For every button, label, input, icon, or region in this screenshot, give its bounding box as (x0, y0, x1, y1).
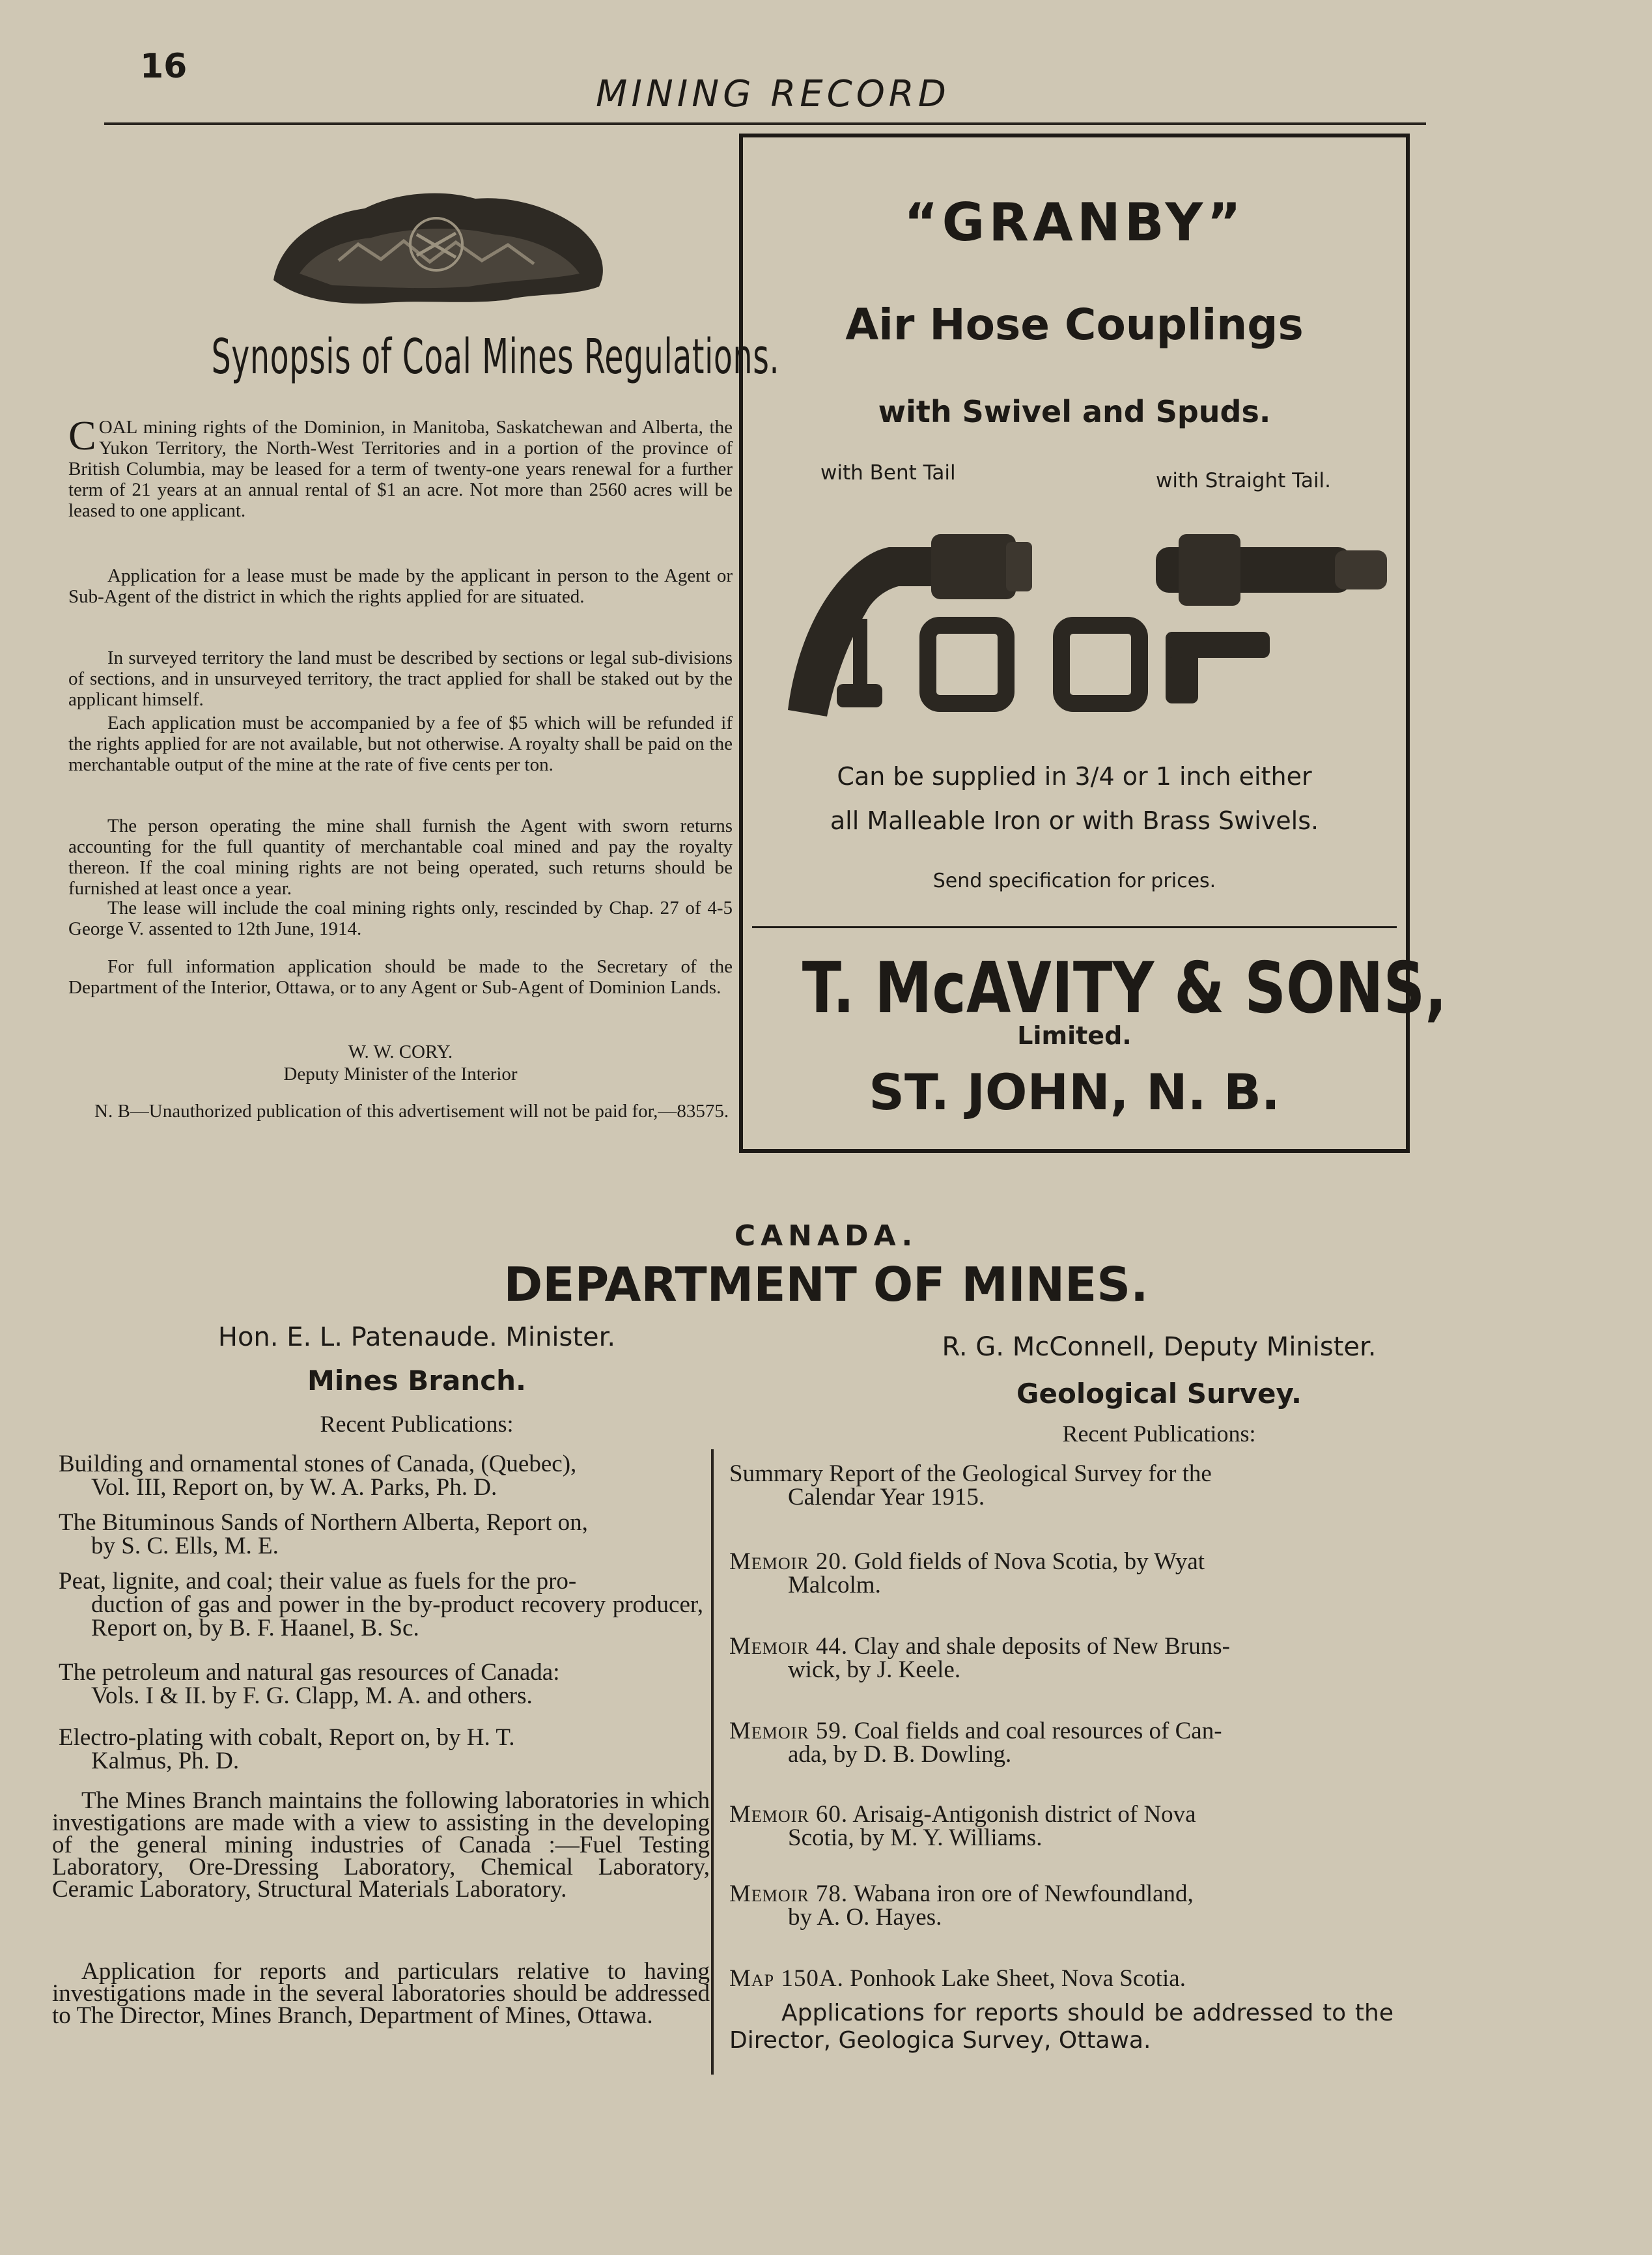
coal-paragraph-4: Each application must be accompanied by a fee of $5 which will be refunded if the rights applied for are not available, but not otherwise. A royalty shall be paid on the merchantable output of the mine at the rate of five cents per ton. (68, 713, 733, 775)
mines-application-paragraph: Application for reports and particulars relative to having investigations made in the several laboratories should be addressed to The Director, Mines Branch, Department of Mines, Ottawa. (52, 1958, 710, 2029)
coal-paragraph-6: The lease will include the coal mining rights only, rescinded by Chap. 27 of 4-5 George V. assented to 12th June, 1914. (68, 898, 733, 939)
advert-company-name: T. McAVITY & SONS, (802, 948, 1447, 1029)
coal-paragraph-3: In surveyed territory the land must be described by sections or legal sub-divisions of sections, and in unsurveyed territory, the tract applied for shall be staked out by the applicant himself. (68, 647, 733, 710)
coal-emblem-icon (260, 182, 612, 306)
mines-publication-4: The petroleum and natural gas resources of Canada: Vols. I & II. by F. G. Clapp, M. A. and others. (59, 1659, 560, 1709)
dept-country: CANADA. (734, 1219, 918, 1253)
geo-application-paragraph: Applications for reports should be addressed to the Director, Geologica Survey, Ottawa. (729, 2000, 1393, 2054)
dept-minister: Hon. E. L. Patenaude. Minister. (217, 1322, 616, 1352)
mines-laboratories-paragraph: The Mines Branch maintains the following laboratories in which investigations are made with a view to assisting in the developing of the general mining industries of Canada :—Fuel Testing Laboratory, Ore-Dressing Laboratory, Chemical Laboratory, Ceramic Laboratory, Structural Materials Laboratory. (52, 1787, 710, 1903)
advert-divider (752, 926, 1397, 928)
mines-branch-title: Mines Branch. (307, 1365, 526, 1397)
running-head: MINING RECORD (596, 73, 950, 115)
header-rule (104, 122, 1426, 125)
advert-city: ST. JOHN, N. B. (869, 1063, 1280, 1121)
coal-paragraph-7: For full information application should be made to the Secretary of the Department of the Interior, Ottawa, or to any Agent or Sub-Agent of Dominion Lands. (68, 956, 733, 998)
geo-recent-publications-heading: Recent Publications: (1062, 1421, 1256, 1447)
coal-notice-title: Synopsis of Coal Mines Regulations. (211, 329, 780, 385)
dept-deputy-minister: R. G. McConnell, Deputy Minister. (942, 1332, 1377, 1362)
advert-limited: Limited. (1017, 1021, 1132, 1050)
advert-send-specification: Send specification for prices. (932, 870, 1216, 892)
coal-signature (68, 1041, 733, 1085)
advert-brand: “GRANBY” (904, 192, 1245, 253)
mines-publication-1: Building and ornamental stones of Canada, (Quebec), Vol. III, Report on, by W. A. Parks, Ph. D. (59, 1451, 577, 1501)
signature-title: Deputy Minister of the Interior (283, 1064, 518, 1085)
advert-label-bent-tail: with Bent Tail (820, 461, 956, 485)
column-divider (711, 1449, 714, 2075)
advert-subtitle: with Swivel and Spuds. (878, 394, 1271, 429)
advert-label-straight-tail: with Straight Tail. (1156, 469, 1332, 492)
coal-paragraph-1: COAL mining rights of the Dominion, in Manitoba, Saskatchewan and Alberta, the Yukon Territory, the North-West Territories and in a portion of the province of British Columbia, may be leased for a term of twenty-one years renewal for a further term of 21 years at an annual rental of $1 an acre. Not more than 2560 acres will be leased to one applicant. (68, 412, 733, 521)
mines-publication-3: Peat, lignite, and coal; their value as fuels for the pro- duction of gas and power in the by-product recovery producer, Report on, by B. F. Haanel, B. Sc. (59, 1568, 703, 1641)
geo-publication-1: Summary Report of the Geological Survey for the Calendar Year 1915. (729, 1460, 1212, 1510)
drop-cap: C (68, 412, 96, 459)
geo-publication-5: Memoir 60. Arisaig-Antigonish district of Nova Scotia, by M. Y. Williams. (729, 1801, 1196, 1851)
geo-publication-7: Map 150A. Ponhook Lake Sheet, Nova Scotia. (729, 1965, 1186, 1992)
geo-publication-6: Memoir 78. Wabana iron ore of Newfoundland, by A. O. Hayes. (729, 1880, 1194, 1931)
geological-survey-title: Geological Survey. (1016, 1378, 1302, 1410)
geo-publication-4: Memoir 59. Coal fields and coal resources of Can- ada, by D. B. Dowling. (729, 1718, 1222, 1768)
dept-title: DEPARTMENT OF MINES. (503, 1257, 1149, 1312)
mines-publication-5: Electro-plating with cobalt, Report on, by H. T. Kalmus, Ph. D. (59, 1724, 515, 1774)
page-number: 16 (140, 47, 188, 86)
geo-publication-3: Memoir 44. Clay and shale deposits of New Bruns- wick, by J. Keele. (729, 1633, 1230, 1683)
coal-paragraph-2: Application for a lease must be made by the applicant in person to the Agent or Sub-Agent of the district in which the rights applied for are situated. (68, 565, 733, 607)
advert-supply-line-2: all Malleable Iron or with Brass Swivels. (830, 806, 1319, 835)
geo-publication-2: Memoir 20. Gold fields of Nova Scotia, by Wyat Malcolm. (729, 1548, 1205, 1598)
mines-publication-2: The Bituminous Sands of Northern Alberta, Report on, by S. C. Ells, M. E. (59, 1509, 588, 1559)
advert-supply-line-1: Can be supplied in 3/4 or 1 inch either (837, 762, 1312, 791)
mines-recent-publications-heading: Recent Publications: (320, 1411, 514, 1437)
advert-product: Air Hose Couplings (845, 300, 1304, 350)
signature-name: W. W. CORY. (348, 1042, 453, 1062)
coal-paragraph-5: The person operating the mine shall furnish the Agent with sworn returns accounting for the full quantity of merchantable coal mined and pay the royalty thereon. If the coal mining rights are not being operated, such returns should be furnished at least once a year. (68, 815, 733, 899)
hose-coupling-illustration-icon (775, 495, 1393, 730)
coal-nb-note: N. B—Unauthorized publication of this advertisement will not be paid for,—83575. (94, 1101, 729, 1122)
